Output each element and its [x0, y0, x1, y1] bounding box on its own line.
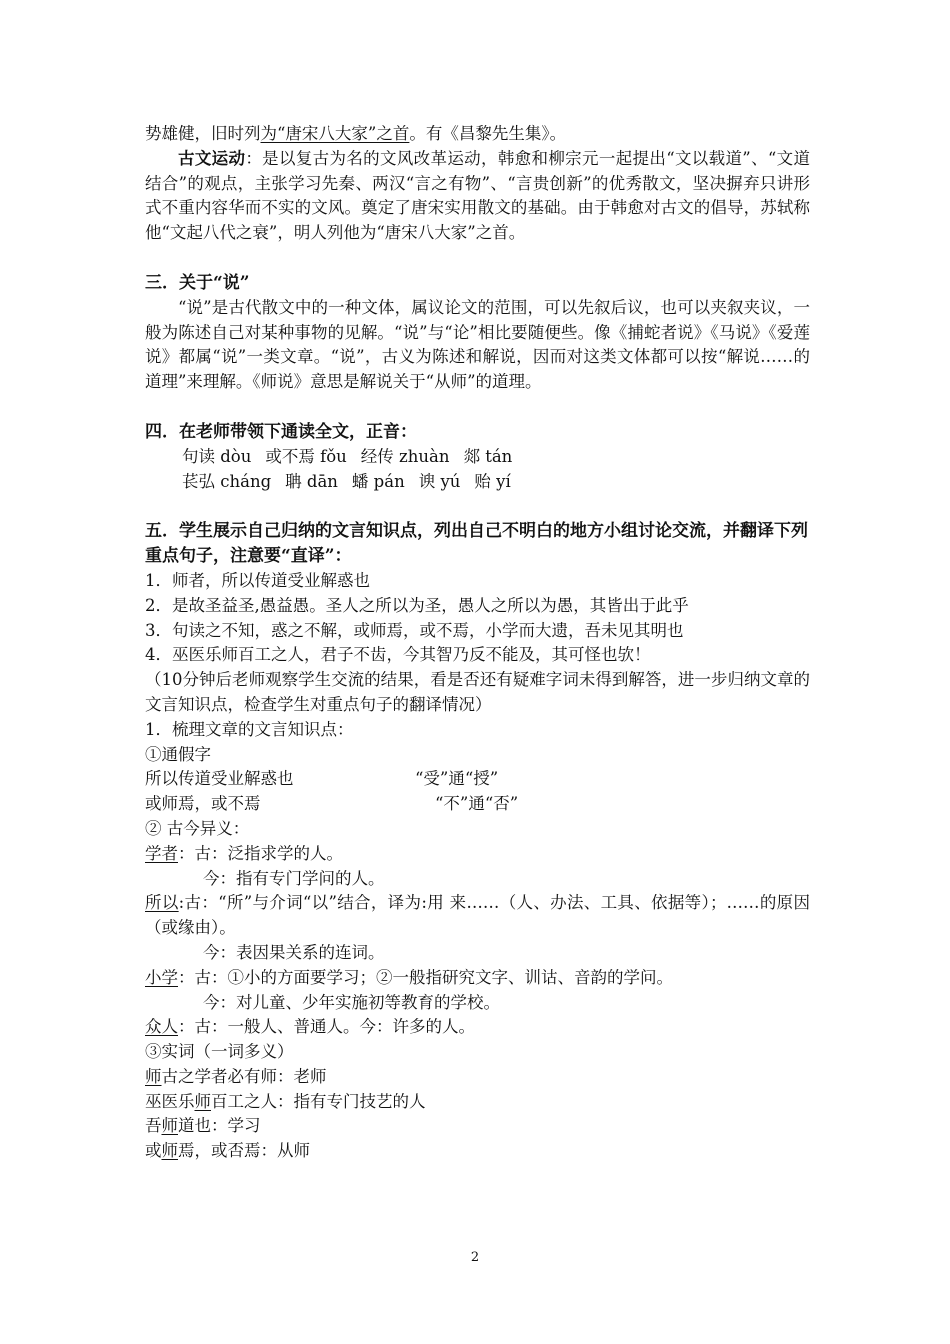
sentence-item: 4．巫医乐师百工之人，君子不齿，今其智乃反不能及，其可怪也欤！ [145, 645, 651, 665]
shi-word: 师 [194, 1091, 211, 1111]
shi-pre: 或 [145, 1141, 162, 1161]
section5-heading: 五．学生展示自己归纳的文言知识点，列出自己不明白的地方小组讨论交流，并翻译下列重点句子，注意要“直译”： [145, 521, 808, 567]
zhongren-word: 众人 [145, 1017, 178, 1037]
xiaoxue-line [145, 966, 810, 991]
pron-item: 苌弘 cháng [182, 471, 272, 491]
shici-label: ③实词（一词多义） [145, 1042, 294, 1062]
guwen-label: 古文运动 [178, 148, 246, 168]
tongjia-row [145, 767, 810, 792]
suoyi-gu: :古：“所”与介词“以”结合，译为:用 来……（人、办法、工具、依据等）；……的原因（或缘由）。 [145, 893, 811, 938]
intro-line [145, 122, 810, 147]
document-page [145, 122, 810, 1164]
tongjia-sentence: 或师焉，或不焉 [145, 794, 261, 814]
shi-word: 师 [161, 1141, 178, 1161]
guwen-text: ：是以复古为名的文风改革运动，韩愈和柳宗元一起提出“文以载道”、“文道结合”的观点，主张学习先秦、两汉“言之有物”、“言贵创新”的优秀散文，坚决摒弃只讲形式不重内容华而不实的文风。奠定了唐宋实用散文的基础。由于韩愈对古文的倡导，苏轼称他“文起八代之衰”，明人列他为“唐宋八大家”之首。 [145, 148, 811, 243]
suoyi-jin: 今：表因果关系的连词。 [203, 942, 385, 962]
shi-item [145, 1114, 810, 1139]
section3-heading: 三．关于“说” [145, 272, 250, 293]
xiaoxue-jin: 今：对儿童、少年实施初等教育的学校。 [203, 992, 500, 1012]
shi-item [145, 1065, 810, 1090]
teacher-note: （10分钟后老师观察学生交流的结果，看是否还有疑难字词未得到解答，进一步归纳文章的文言知识点，检查学生对重点句子的翻译情况） [145, 670, 810, 714]
sentence-item: 2．是故圣益圣,愚益愚。圣人之所以为圣，愚人之所以为愚，其皆出于此乎 [145, 595, 689, 615]
shi-word: 师 [161, 1116, 178, 1136]
shi-item [145, 1090, 810, 1115]
shi-pre: 巫医乐 [145, 1091, 195, 1111]
pron-item: 谀 yú [418, 471, 461, 491]
pronunciation-line-2 [145, 470, 810, 495]
section3-body: “说”是古代散文中的一种文体，属议论文的范围，可以先叙后议，也可以夹叙夹议，一般为陈述自己对某种事物的见解。“说”与“论”相比要随便些。像《捕蛇者说》《马说》《爱莲说》都属“说”一类文章。“说”，古义为陈述和解说，因而对这类文体都可以按“解说……的道理”来理解。《师说》意思是解说关于“从师”的道理。 [145, 297, 810, 392]
zhongren-line [145, 1015, 810, 1040]
intro-text: 势雄健，旧时列 [145, 124, 261, 143]
pron-item: 或不焉 fǒu [265, 446, 347, 466]
xuezhe-line [145, 842, 810, 867]
sentence-item: 3．句读之不知，惑之不解，或师焉，或不焉，小学而大遗，吾未见其明也 [145, 620, 684, 640]
gujin-label: ② 古今异义： [145, 818, 250, 838]
xuezhe-jin: 今：指有专门学问的人。 [203, 868, 385, 888]
tongjia-row [145, 792, 810, 817]
zhongren-text: ：古：一般人、普通人。今：许多的人。 [178, 1017, 475, 1037]
pron-item: 蟠 pán [351, 471, 405, 491]
guwen-paragraph [145, 147, 810, 246]
suoyi-word: 所以 [145, 893, 179, 913]
shi-post: 古之学者必有师：老师 [161, 1066, 327, 1086]
pron-item: 郯 tán [463, 446, 513, 466]
xiaoxue-gu: ：古：①小的方面要学习；②一般指研究文字、训诂、音韵的学问。 [178, 967, 673, 987]
section4-heading: 四．在老师带领下通读全文，正音： [145, 421, 417, 442]
intro-underlined: 为“唐宋八大家”之首 [260, 124, 410, 143]
pronunciation-line-1 [145, 445, 810, 470]
shi-post: 道也：学习 [178, 1116, 261, 1136]
suoyi-line [145, 891, 810, 941]
intro-text-end: 。有《昌黎先生集》。 [409, 124, 567, 143]
shi-post: 焉，或否焉：从师 [178, 1141, 310, 1161]
xuezhe-gu: ：古：泛指求学的人。 [178, 843, 343, 863]
pron-item: 贻 yí [474, 471, 511, 491]
sentence-item: 1．师者，所以传道受业解惑也 [145, 570, 370, 590]
pron-item: 句读 dòu [182, 446, 252, 466]
shi-word: 师 [145, 1066, 162, 1086]
xuezhe-word: 学者 [145, 843, 178, 863]
xiaoxue-word: 小学 [145, 967, 178, 987]
pron-item: 经传 zhuàn [360, 446, 450, 466]
page-number: 2 [470, 1250, 480, 1265]
tongjia-note: “不”通“否” [435, 794, 519, 814]
shi-item [145, 1139, 810, 1164]
shi-pre: 吾 [145, 1116, 162, 1136]
tongjia-note: “受”通“授” [415, 769, 499, 789]
tongjia-sentence: 所以传道受业解惑也 [145, 769, 294, 789]
tongjia-label: ①通假字 [145, 744, 211, 764]
subheading-1: 1．梳理文章的文言知识点： [145, 719, 354, 739]
pron-item: 聃 dān [285, 471, 338, 491]
shi-post: 百工之人：指有专门技艺的人 [211, 1091, 426, 1111]
